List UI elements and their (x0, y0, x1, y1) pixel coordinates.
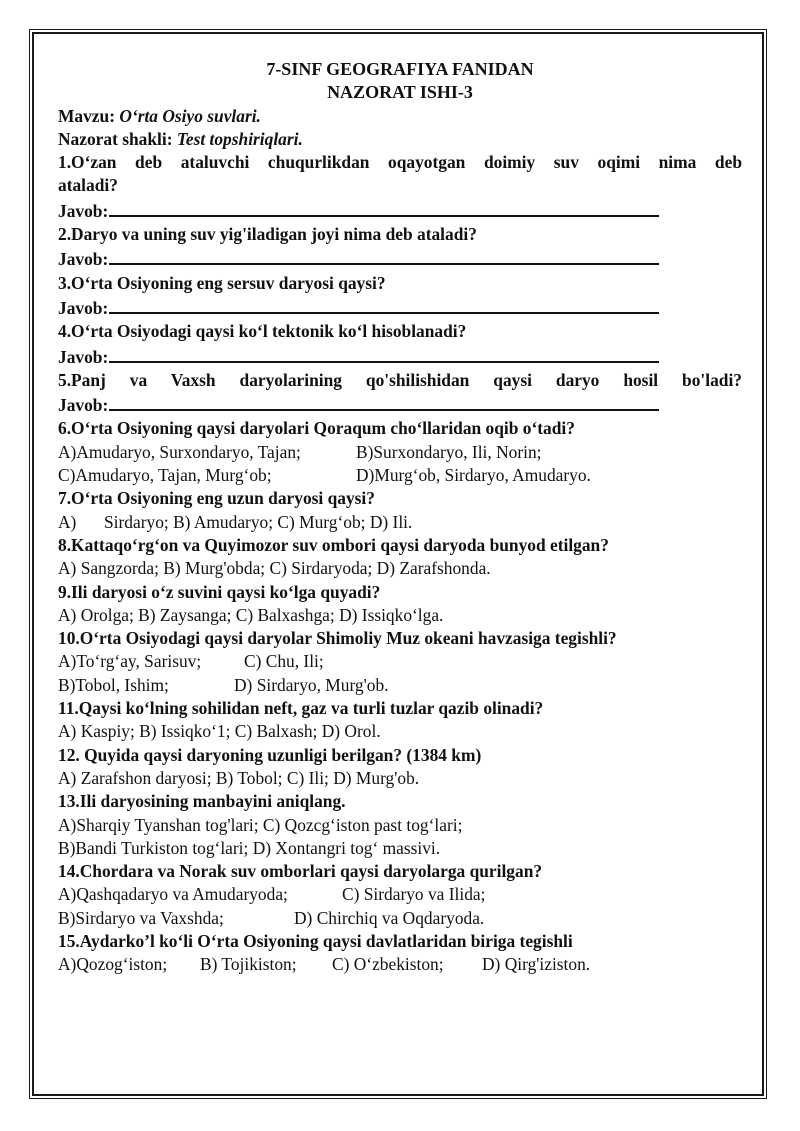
topic-value: O‘rta Osiyo suvlari. (119, 105, 261, 126)
form-value: Test topshiriqlari. (176, 128, 303, 149)
answer-label: Javob: (58, 249, 109, 270)
form-label: Nazorat shakli: (58, 128, 173, 149)
options-row[interactable]: A) Sangzorda; B) Murg'obda; C) Sirdaryoda; D) Zarafshonda. (58, 558, 491, 579)
option-c[interactable]: C) Sirdaryo va Ilida; (342, 884, 486, 905)
question-13: 13.Ili daryosining manbayini aniqlang. (58, 791, 346, 812)
answer-line-2[interactable] (58, 246, 659, 271)
answer-label: Javob: (58, 297, 109, 318)
page-title: 7-SINF GEOGRAFIYA FANIDAN (266, 59, 534, 79)
options-row[interactable]: A)Sharqiy Tyanshan tog'lari; C) Qozcg‘iston past tog‘lari; (58, 814, 463, 835)
options-row (58, 650, 742, 673)
option-a-label[interactable]: A) (58, 511, 77, 532)
options-row (58, 674, 742, 697)
question-1-continued: ataladi? (58, 175, 118, 196)
topic-row (58, 105, 742, 128)
answer-line-1[interactable] (58, 198, 659, 223)
answer-line-3[interactable] (58, 295, 659, 320)
answer-label: Javob: (58, 346, 109, 367)
options-row (58, 464, 742, 487)
option-d[interactable]: D) Chirchiq va Oqdaryoda. (294, 907, 485, 928)
options-row[interactable]: A) Kaspiy; B) Issiqko‘1; C) Balxash; D) Orol. (58, 721, 381, 742)
question-3: 3.O‘rta Osiyoning eng sersuv daryosi qaysi? (58, 272, 386, 293)
answer-label: Javob: (58, 200, 109, 221)
option-d[interactable]: D) Sirdaryo, Murg'ob. (234, 674, 389, 695)
options-row (58, 883, 742, 906)
options-row[interactable]: B)Bandi Turkiston tog‘lari; D) Xontangri tog‘ massivi. (58, 837, 441, 858)
question-7: 7.O‘rta Osiyoning eng uzun daryosi qaysi? (58, 488, 375, 509)
question-2: 2.Daryo va uning suv yig'iladigan joyi nima deb ataladi? (58, 224, 477, 245)
option-c[interactable]: C) O‘zbekiston; (332, 954, 444, 975)
answer-underline[interactable] (109, 295, 659, 314)
question-1: 1.O‘zan deb ataluvchi chuqurlikdan oqayotgan doimiy suv oqimi nima deb (58, 152, 742, 173)
question-6: 6.O‘rta Osiyoning qaysi daryolari Qoraqum cho‘llaridan oqib o‘tadi? (58, 418, 575, 439)
question-5: 5.Panj va Vaxsh daryolarining qo'shilishidan qaysi daryo hosil bo'ladi? (58, 369, 742, 390)
option-d[interactable]: D)Murg‘ob, Sirdaryo, Amudaryo. (356, 465, 591, 486)
question-8: 8.Kattaqo‘rg‘on va Quyimozor suv ombori qaysi daryoda bunyod etilgan? (58, 534, 609, 555)
option-b[interactable]: B) Tojikiston; (200, 954, 297, 975)
option-b[interactable]: B)Surxondaryo, Ili, Norin; (356, 441, 542, 462)
question-9: 9.Ili daryosi o‘z suvini qaysi ko‘lga quyadi? (58, 581, 381, 602)
topic-label: Mavzu: (58, 105, 115, 126)
options-row (58, 511, 742, 534)
answer-underline[interactable] (109, 198, 659, 217)
option-c[interactable]: C)Amudaryo, Tajan, Murg‘ob; (58, 465, 272, 486)
answer-line-4[interactable] (58, 344, 659, 369)
options-row (58, 441, 742, 464)
answer-line-5[interactable] (58, 392, 659, 417)
answer-underline[interactable] (109, 246, 659, 265)
options-row (58, 953, 742, 976)
question-12: 12. Quyida qaysi daryoning uzunligi berilgan? (1384 km) (58, 744, 482, 765)
options-row[interactable]: A) Zarafshon daryosi; B) Tobol; C) Ili; D) Murg'ob. (58, 767, 420, 788)
answer-underline[interactable] (109, 392, 659, 411)
options-text[interactable]: Sirdaryo; B) Amudaryo; C) Murg‘ob; D) Ili. (104, 511, 413, 532)
answer-underline[interactable] (109, 344, 659, 363)
option-a[interactable]: A)Amudaryo, Surxondaryo, Tajan; (58, 441, 301, 462)
question-15: 15.Aydarko’l ko‘li O‘rta Osiyoning qaysi davlatlaridan biriga tegishli (58, 930, 573, 951)
option-c[interactable]: C) Chu, Ili; (244, 651, 324, 672)
answer-label: Javob: (58, 395, 109, 416)
option-a[interactable]: A)Qozog‘iston; (58, 954, 168, 975)
page-subtitle: NAZORAT ISHI-3 (327, 82, 473, 103)
option-b[interactable]: B)Tobol, Ishim; (58, 674, 169, 695)
question-11: 11.Qaysi ko‘lning sohilidan neft, gaz va turli tuzlar qazib olinadi? (58, 698, 544, 719)
option-b[interactable]: B)Sirdaryo va Vaxshda; (58, 907, 224, 928)
form-row (58, 128, 742, 151)
question-10: 10.O‘rta Osiyodagi qaysi daryolar Shimoliy Muz okeani havzasiga tegishli? (58, 628, 617, 649)
options-row (58, 907, 742, 930)
options-row[interactable]: A) Orolga; B) Zaysanga; C) Balxashga; D) Issiqko‘lga. (58, 604, 444, 625)
option-a[interactable]: A)To‘rg‘ay, Sarisuv; (58, 651, 202, 672)
option-d[interactable]: D) Qirg'iziston. (482, 954, 591, 975)
option-a[interactable]: A)Qashqadaryo va Amudaryoda; (58, 884, 288, 905)
question-14: 14.Chordara va Norak suv omborlari qaysi daryolarga qurilgan? (58, 861, 543, 882)
question-4: 4.O‘rta Osiyodagi qaysi ko‘l tektonik ko‘l hisoblanadi? (58, 321, 467, 342)
worksheet (58, 58, 742, 977)
